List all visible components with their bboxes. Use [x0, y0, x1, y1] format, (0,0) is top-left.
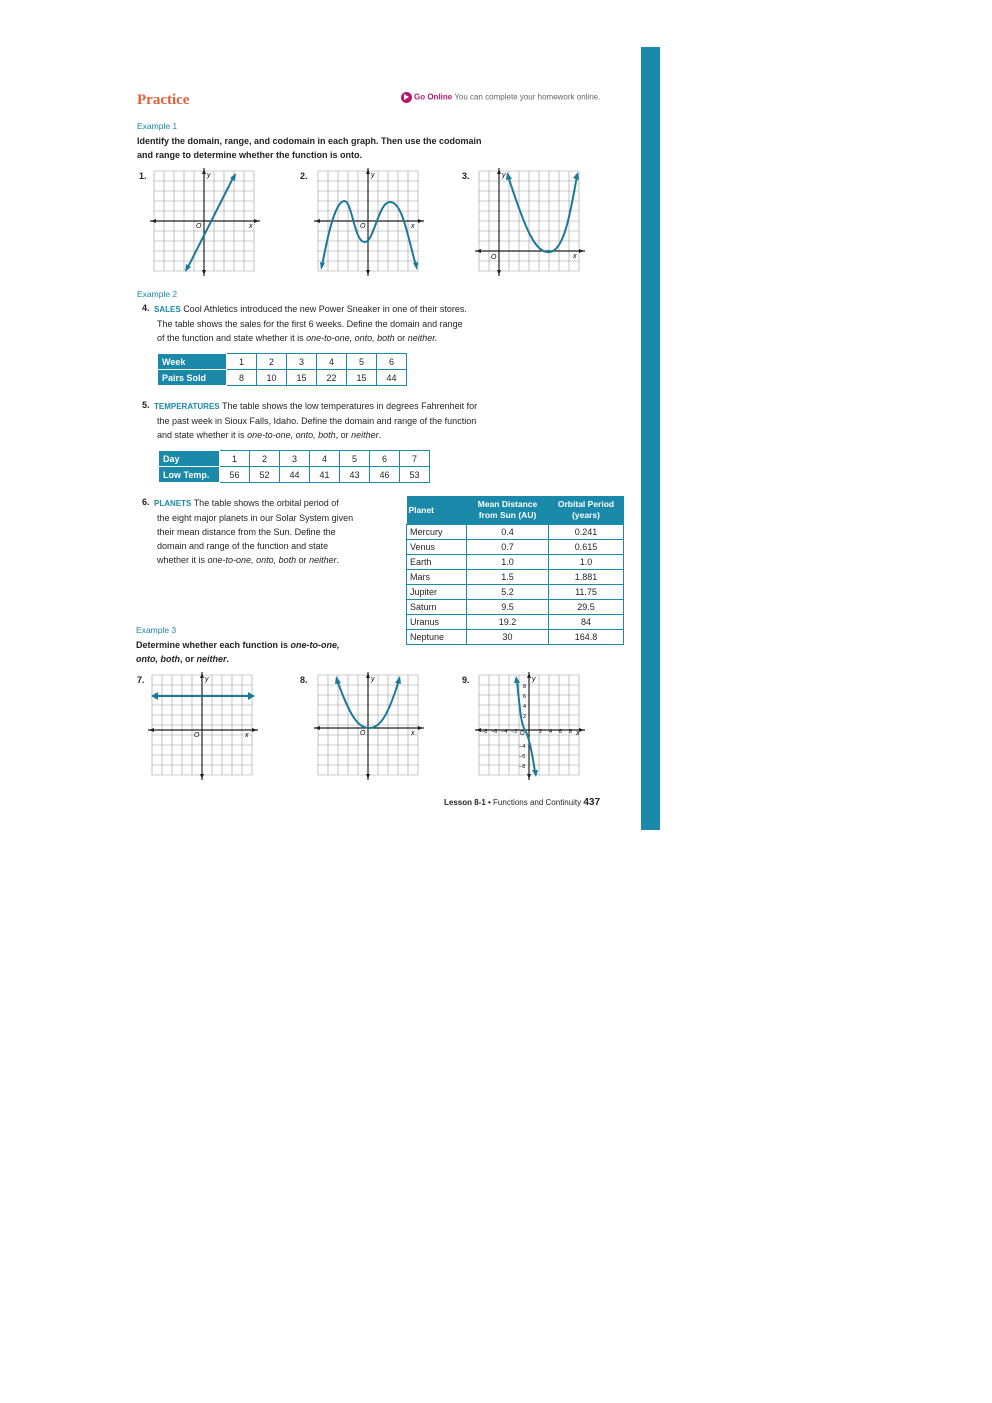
- y-label: y: [371, 172, 375, 179]
- text-line: the past week in Sioux Falls, Idaho. Define the domain and range of the function: [157, 416, 477, 426]
- table-cell: 5: [347, 354, 377, 370]
- table-header-row: [407, 496, 624, 525]
- table-cell: 84: [549, 615, 624, 630]
- x-axis-arrow: [254, 219, 259, 223]
- problem-3-number: 3.: [462, 171, 470, 181]
- table-cell: 6: [370, 451, 400, 467]
- graph-7: [148, 672, 258, 780]
- table-cell: Jupiter: [407, 585, 467, 600]
- table-cell: 2: [257, 354, 287, 370]
- table-cell: 53: [400, 467, 430, 483]
- example-3-label: Example 3: [136, 625, 177, 635]
- origin-label: O: [194, 732, 200, 739]
- page-number: 437: [583, 797, 601, 808]
- text-line: The table shows the orbital period of: [193, 498, 339, 508]
- table-row: [407, 570, 624, 585]
- y-label: y: [532, 676, 536, 683]
- x-label: x: [576, 730, 580, 737]
- y-label: y: [205, 676, 209, 683]
- table-cell: 3: [280, 451, 310, 467]
- text-line: The table shows the sales for the first 6 weeks. Define the domain and range: [157, 319, 463, 329]
- table-cell: 11.75: [549, 585, 624, 600]
- problem-4-text: [154, 302, 554, 345]
- go-online-label[interactable]: Go Online: [414, 92, 453, 102]
- text-line: and state whether it is one-to-one, onto, both, or neither.: [157, 430, 382, 440]
- lesson-number: Lesson 8-1: [444, 798, 486, 807]
- table-cell: 46: [370, 467, 400, 483]
- x-axis-arrow: [579, 728, 584, 732]
- column-header: Planet: [407, 496, 467, 525]
- table-cell: 10: [257, 370, 287, 386]
- table-cell: 4: [310, 451, 340, 467]
- curve-arrow: [573, 172, 579, 180]
- y-axis-arrow: [527, 774, 531, 779]
- y-axis-arrow: [497, 169, 501, 174]
- problem-4-number: 4.: [142, 303, 150, 313]
- table-cell: Neptune: [407, 630, 467, 645]
- side-color-bar: [641, 47, 660, 830]
- x-tick-label: −4: [501, 729, 508, 735]
- table-cell: 19.2: [467, 615, 549, 630]
- table-cell: 6: [377, 354, 407, 370]
- table-cell: 4: [317, 354, 347, 370]
- temperature-table: [158, 450, 430, 483]
- problem-2-number: 2.: [300, 171, 308, 181]
- table-cell: 44: [280, 467, 310, 483]
- keyword: SALES: [154, 305, 181, 314]
- table-cell: 0.241: [549, 525, 624, 540]
- y-axis-arrow: [366, 270, 370, 275]
- x-tick-label: −6: [491, 729, 498, 735]
- table-row: [407, 525, 624, 540]
- go-online-text: You can complete your homework online.: [454, 92, 601, 102]
- lesson-title: Functions and Continuity: [493, 798, 582, 807]
- x-axis-arrow: [418, 219, 423, 223]
- text-line: whether it is one-to-one, onto, both or neither.: [157, 555, 340, 565]
- y-axis-arrow: [366, 169, 370, 174]
- curve-arrow: [248, 692, 255, 700]
- problem-6-number: 6.: [142, 497, 150, 507]
- keyword: TEMPERATURES: [154, 402, 220, 411]
- table-row: [407, 585, 624, 600]
- planets-table: [406, 496, 624, 645]
- table-row: [407, 540, 624, 555]
- x-tick-label: −8: [481, 729, 488, 735]
- table-cell: Mars: [407, 570, 467, 585]
- origin-label: O: [196, 223, 202, 230]
- x-label: x: [573, 253, 577, 260]
- problem-7-number: 7.: [137, 675, 145, 685]
- text-line: their mean distance from the Sun. Define the: [157, 527, 336, 537]
- page-title: Practice: [137, 92, 190, 108]
- table-cell: 5.2: [467, 585, 549, 600]
- table-cell: 0.7: [467, 540, 549, 555]
- y-tick-label: 6: [523, 694, 527, 700]
- footer: Lesson 8-1 • Functions and Continuity 437: [444, 797, 601, 808]
- y-axis-arrow: [497, 270, 501, 275]
- curve-arrow: [320, 262, 325, 270]
- graph-1: [150, 168, 260, 276]
- row-header: Low Temp.: [159, 467, 220, 483]
- table-cell: 30: [467, 630, 549, 645]
- x-tick-label: 4: [549, 729, 553, 735]
- table-cell: 0.615: [549, 540, 624, 555]
- y-tick-label: −6: [519, 754, 526, 760]
- example-1-label: Example 1: [137, 121, 178, 131]
- table-cell: 22: [317, 370, 347, 386]
- table-cell: 1.881: [549, 570, 624, 585]
- table-cell: 7: [400, 451, 430, 467]
- y-label: y: [371, 676, 375, 683]
- x-tick-label: 2: [539, 729, 543, 735]
- text-line: the eight major planets in our Solar System given: [157, 513, 354, 523]
- table-row: [407, 615, 624, 630]
- problem-9-number: 9.: [462, 675, 470, 685]
- keyword: PLANETS: [154, 499, 192, 508]
- text-line: domain and range of the function and state: [157, 541, 329, 551]
- table-cell: 1: [227, 354, 257, 370]
- row-header: Week: [158, 354, 227, 370]
- table-cell: 15: [287, 370, 317, 386]
- problem-5-text: [154, 399, 564, 442]
- y-axis-arrow: [200, 774, 204, 779]
- column-header: Orbital Period (years): [549, 496, 624, 525]
- table-row: [159, 451, 430, 467]
- x-tick-label: −2: [511, 729, 518, 735]
- y-label: y: [502, 172, 506, 179]
- y-tick-label: 2: [523, 714, 527, 720]
- x-axis-arrow: [476, 249, 481, 253]
- origin-label: O: [491, 254, 497, 261]
- curve-arrow: [413, 262, 418, 270]
- table-row: [407, 555, 624, 570]
- table-cell: 43: [340, 467, 370, 483]
- table-cell: 3: [287, 354, 317, 370]
- table-cell: 15: [347, 370, 377, 386]
- origin-label: O: [360, 223, 366, 230]
- curve-arrow: [532, 770, 538, 777]
- table-cell: 41: [310, 467, 340, 483]
- example-2-label: Example 2: [137, 289, 178, 299]
- y-axis-arrow: [527, 673, 531, 678]
- instruction-line: and range to determine whether the function is onto.: [137, 150, 363, 160]
- play-arrow-icon: [401, 92, 412, 103]
- table-cell: 1.5: [467, 570, 549, 585]
- table-row: [407, 600, 624, 615]
- row-header: Pairs Sold: [158, 370, 227, 386]
- origin-label: O: [360, 730, 366, 737]
- x-tick-label: 8: [569, 729, 573, 735]
- x-axis-arrow: [252, 728, 257, 732]
- y-axis-arrow: [366, 774, 370, 779]
- table-cell: Saturn: [407, 600, 467, 615]
- problem-5-number: 5.: [142, 400, 150, 410]
- function-curve: [508, 176, 577, 252]
- table-cell: 9.5: [467, 600, 549, 615]
- y-axis-arrow: [202, 169, 206, 174]
- go-online-banner[interactable]: [401, 92, 600, 103]
- table-cell: 1: [220, 451, 250, 467]
- example-1-instruction: [137, 134, 482, 162]
- x-label: x: [411, 223, 415, 230]
- instruction-line: Identify the domain, range, and codomain in each graph. Then use the codomain: [137, 136, 482, 146]
- y-tick-label: 8: [523, 684, 527, 690]
- table-cell: 164.8: [549, 630, 624, 645]
- x-axis-arrow: [418, 726, 423, 730]
- graph-3: [475, 168, 585, 276]
- x-tick-label: 6: [559, 729, 563, 735]
- table-cell: Venus: [407, 540, 467, 555]
- text-line: of the function and state whether it is one-to-one, onto, both or neither.: [157, 333, 438, 343]
- x-axis-arrow: [149, 728, 154, 732]
- table-cell: 56: [220, 467, 250, 483]
- problem-1-number: 1.: [139, 171, 147, 181]
- table-cell: 1.0: [549, 555, 624, 570]
- table-cell: 29.5: [549, 600, 624, 615]
- table-cell: 44: [377, 370, 407, 386]
- problem-6-text: [154, 496, 404, 567]
- table-row: [407, 630, 624, 645]
- y-label: y: [207, 172, 211, 179]
- column-header: Mean Distance from Sun (AU): [467, 496, 549, 525]
- text-line: Cool Athletics introduced the new Power Sneaker in one of their stores.: [183, 304, 467, 314]
- origin-label: O: [520, 731, 525, 737]
- sales-table: [157, 353, 407, 386]
- example-3-instruction: Determine whether each function is one-to-one, onto, both, or neither.: [136, 640, 340, 664]
- x-label: x: [249, 223, 253, 230]
- y-tick-label: 4: [523, 704, 527, 710]
- x-axis-arrow: [315, 219, 320, 223]
- row-header: Day: [159, 451, 220, 467]
- table-cell: Mercury: [407, 525, 467, 540]
- table-row: [159, 467, 430, 483]
- x-axis-arrow: [579, 249, 584, 253]
- table-cell: 2: [250, 451, 280, 467]
- planet-rows: [407, 525, 624, 645]
- table-cell: 8: [227, 370, 257, 386]
- y-tick-label: −4: [519, 744, 526, 750]
- table-cell: Uranus: [407, 615, 467, 630]
- table-cell: 5: [340, 451, 370, 467]
- x-axis-arrow: [151, 219, 156, 223]
- y-axis-arrow: [366, 673, 370, 678]
- x-label: x: [411, 730, 415, 737]
- graph-2: [314, 168, 424, 276]
- table-row: [158, 370, 407, 386]
- graph-9: [475, 672, 585, 780]
- y-axis-arrow: [202, 270, 206, 275]
- table-row: [158, 354, 407, 370]
- y-axis-arrow: [200, 673, 204, 678]
- text-line: The table shows the low temperatures in degrees Fahrenheit for: [221, 401, 478, 411]
- table-cell: 1.0: [467, 555, 549, 570]
- table-cell: Earth: [407, 555, 467, 570]
- table-cell: 0.4: [467, 525, 549, 540]
- graph-8: [314, 672, 424, 780]
- y-tick-label: −8: [519, 764, 526, 770]
- table-cell: 52: [250, 467, 280, 483]
- x-axis-arrow: [315, 726, 320, 730]
- problem-8-number: 8.: [300, 675, 308, 685]
- x-label: x: [245, 732, 249, 739]
